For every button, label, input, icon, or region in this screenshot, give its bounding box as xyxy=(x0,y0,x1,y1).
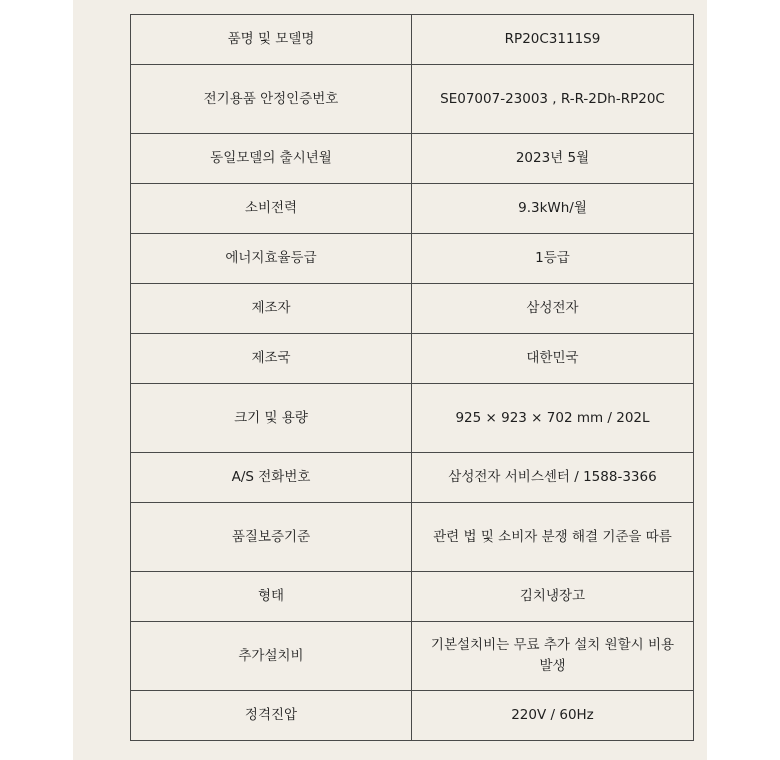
table-row xyxy=(131,572,694,622)
spec-label: 에너지효율등급 xyxy=(131,234,412,284)
spec-label: 소비전력 xyxy=(131,184,412,234)
table-row xyxy=(131,65,694,134)
spec-value: RP20C3111S9 xyxy=(412,15,694,65)
spec-label: 정격진압 xyxy=(131,691,412,741)
spec-value: 925 × 923 × 702 mm / 202L xyxy=(412,384,694,453)
spec-value: 1등급 xyxy=(412,234,694,284)
spec-label: 추가설치비 xyxy=(131,622,412,691)
table-row xyxy=(131,691,694,741)
table-row xyxy=(131,134,694,184)
table-row xyxy=(131,15,694,65)
spec-label: 형태 xyxy=(131,572,412,622)
spec-label: 전기용품 안정인증번호 xyxy=(131,65,412,134)
spec-label: 제조자 xyxy=(131,284,412,334)
spec-value: 삼성전자 xyxy=(412,284,694,334)
table-row xyxy=(131,453,694,503)
table-row xyxy=(131,184,694,234)
spec-value: 2023년 5월 xyxy=(412,134,694,184)
table-row xyxy=(131,622,694,691)
spec-value: 대한민국 xyxy=(412,334,694,384)
spec-label: 제조국 xyxy=(131,334,412,384)
spec-label: 품명 및 모델명 xyxy=(131,15,412,65)
spec-value: 관련 법 및 소비자 분쟁 해결 기준을 따름 xyxy=(412,503,694,572)
spec-value: SE07007-23003 , R-R-2Dh-RP20C xyxy=(412,65,694,134)
table-row xyxy=(131,284,694,334)
table-row xyxy=(131,384,694,453)
spec-label: 동일모델의 출시년월 xyxy=(131,134,412,184)
spec-value: 김치냉장고 xyxy=(412,572,694,622)
spec-label: 크기 및 용량 xyxy=(131,384,412,453)
spec-value: 220V / 60Hz xyxy=(412,691,694,741)
table-row xyxy=(131,334,694,384)
spec-label: A/S 전화번호 xyxy=(131,453,412,503)
spec-value: 9.3kWh/월 xyxy=(412,184,694,234)
table-row xyxy=(131,503,694,572)
spec-value: 기본설치비는 무료 추가 설치 원할시 비용 발생 xyxy=(412,622,694,691)
spec-label: 품질보증기준 xyxy=(131,503,412,572)
page-background xyxy=(73,0,707,760)
spec-value: 삼성전자 서비스센터 / 1588-3366 xyxy=(412,453,694,503)
table-row xyxy=(131,234,694,284)
product-spec-table xyxy=(130,14,694,741)
